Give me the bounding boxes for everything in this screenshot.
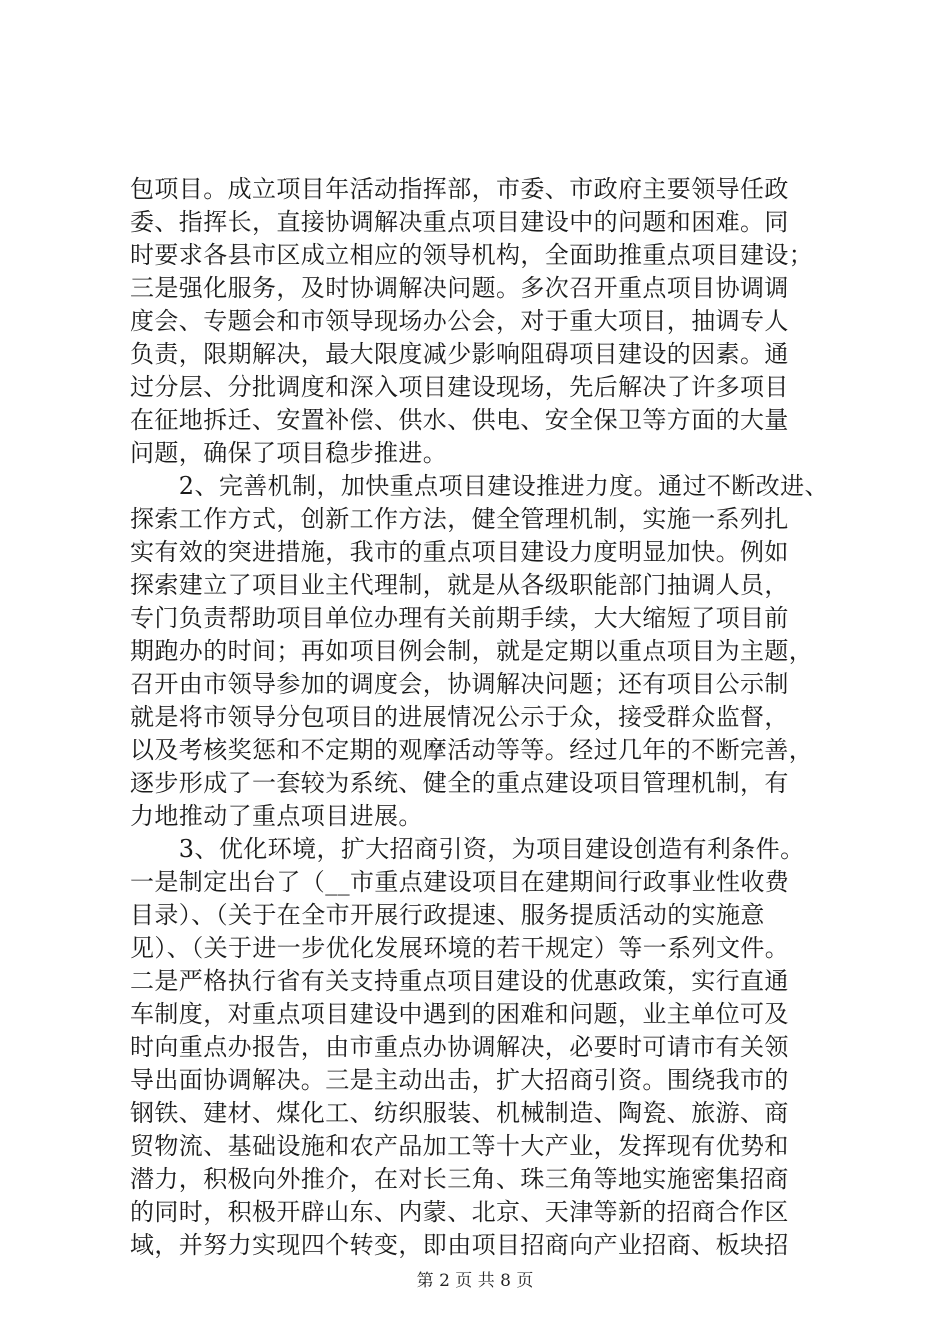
text-line: 导出面协调解决。三是主动出击，扩大招商引资。围绕我市的 xyxy=(130,1066,789,1094)
text-line: 过分层、分批调度和深入项目建设现场，先后解决了许多项目 xyxy=(130,373,789,401)
text-line: 目录）、（关于在全市开展行政提速、服务提质活动的实施意 xyxy=(130,901,765,929)
text-line: 二是严格执行省有关支持重点项目建设的优惠政策，实行直通 xyxy=(130,967,789,995)
text-line: 以及考核奖惩和不定期的观摩活动等等。经过几年的不断完善， xyxy=(130,736,814,764)
text-line: 专门负责帮助项目单位办理有关前期手续，大大缩短了项目前 xyxy=(130,604,789,632)
text-line: 潜力，积极向外推介，在对长三角、珠三角等地实施密集招商 xyxy=(130,1165,789,1193)
text-line: 域，并努力实现四个转变，即由项目招商向产业招商、板块招 xyxy=(130,1231,789,1259)
text-line: 见）、（关于进一步优化发展环境的若干规定）等一系列文件。 xyxy=(130,934,790,962)
text-line: 时要求各县市区成立相应的领导机构，全面助推重点项目建设； xyxy=(130,241,814,269)
text-line: 3、优化环境，扩大招商引资，为项目建设创造有利条件。 xyxy=(130,835,805,863)
text-line: 的同时，积极开辟山东、内蒙、北京、天津等新的招商合作区 xyxy=(130,1198,789,1226)
text-line: 2、完善机制，加快重点项目建设推进力度。通过不断改进、 xyxy=(130,472,829,500)
page-footer: 第 2 页 共 8 页 xyxy=(416,1271,534,1291)
text-line: 就是将市领导分包项目的进展情况公示于众，接受群众监督， xyxy=(130,703,789,731)
text-line: 三是强化服务，及时协调解决问题。多次召开重点项目协调调 xyxy=(130,274,789,302)
text-line: 车制度，对重点项目建设中遇到的困难和问题，业主单位可及 xyxy=(130,1000,789,1028)
text-line: 逐步形成了一套较为系统、健全的重点建设项目管理机制，有 xyxy=(130,769,789,797)
text-line: 期跑办的时间；再如项目例会制，就是定期以重点项目为主题， xyxy=(130,637,814,665)
text-line: 委、指挥长，直接协调解决重点项目建设中的问题和困难。同 xyxy=(130,208,789,236)
text-line: 召开由市领导参加的调度会，协调解决问题；还有项目公示制 xyxy=(130,670,789,698)
text-line: 负责，限期解决，最大限度减少影响阻碍项目建设的因素。通 xyxy=(130,340,789,368)
text-line: 在征地拆迁、安置补偿、供水、供电、安全保卫等方面的大量 xyxy=(130,406,789,434)
text-line: 钢铁、建材、煤化工、纺织服装、机械制造、陶瓷、旅游、商 xyxy=(130,1099,789,1127)
text-line: 贸物流、基础设施和农产品加工等十大产业，发挥现有优势和 xyxy=(130,1132,789,1160)
text-line: 探索工作方式，创新工作方法，健全管理机制，实施一系列扎 xyxy=(130,505,789,533)
text-line: 一是制定出台了（__市重点建设项目在建期间行政事业性收费 xyxy=(130,868,790,896)
body-text xyxy=(130,173,830,1262)
text-line: 实有效的突进措施，我市的重点项目建设力度明显加快。例如 xyxy=(130,538,789,566)
text-line: 包项目。成立项目年活动指挥部，市委、市政府主要领导任政 xyxy=(130,175,789,203)
text-line: 度会、专题会和市领导现场办公会，对于重大项目，抽调专人 xyxy=(130,307,789,335)
text-line: 探索建立了项目业主代理制，就是从各级职能部门抽调人员， xyxy=(130,571,789,599)
text-line: 时向重点办报告，由市重点办协调解决，必要时可请市有关领 xyxy=(130,1033,789,1061)
text-line: 力地推动了重点项目进展。 xyxy=(130,802,423,830)
text-line: 问题，确保了项目稳步推进。 xyxy=(130,439,448,467)
